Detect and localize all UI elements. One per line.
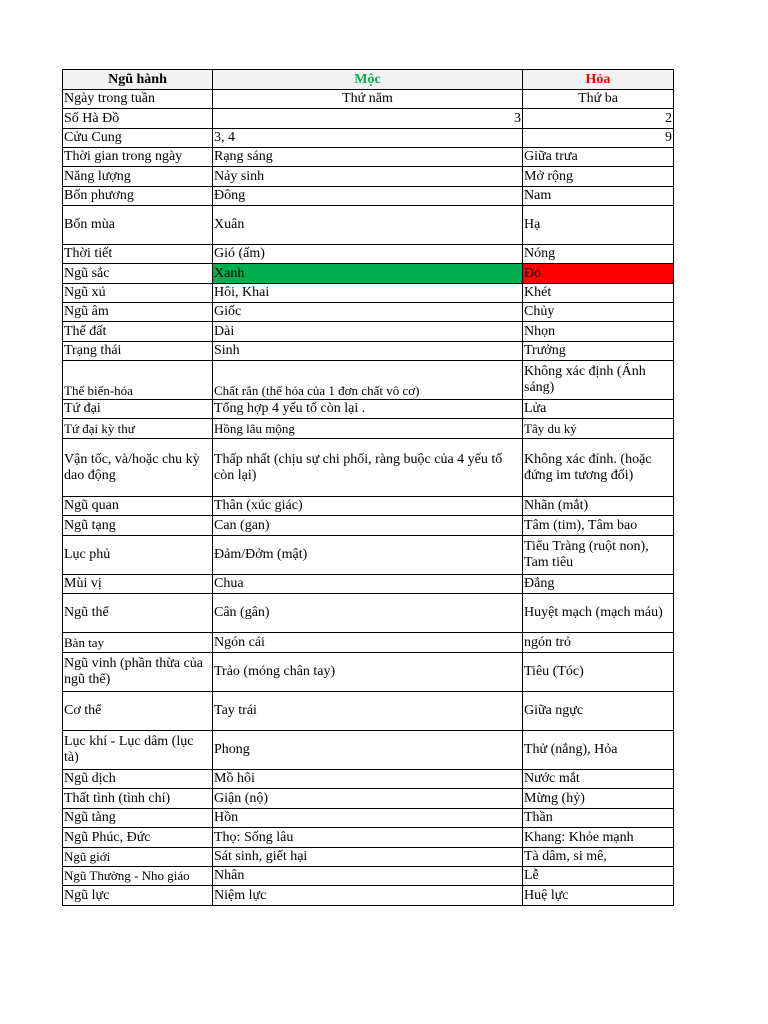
attribute-cell: Tứ đại kỳ thư [63, 419, 213, 439]
moc-cell: Thọ: Sống lâu [213, 828, 523, 848]
hoa-cell: Giữa trưa [523, 148, 674, 167]
attribute-cell: Lục khí - Lục dâm (lục tà) [63, 731, 213, 770]
moc-cell: Chất rắn (thể hóa của 1 đơn chất vô cơ) [213, 361, 523, 400]
moc-cell: 3, 4 [213, 129, 523, 148]
hoa-cell: Nhãn (mắt) [523, 497, 674, 516]
hoa-cell: Nhọn [523, 322, 674, 342]
moc-cell: Xuân [213, 206, 523, 245]
attribute-cell: Ngũ Thường - Nho giáo [63, 867, 213, 886]
header-moc: Mộc [213, 70, 523, 90]
attribute-cell: Thất tình (tình chí) [63, 789, 213, 809]
attribute-cell: Ngũ xú [63, 284, 213, 303]
moc-cell: Hồn [213, 809, 523, 828]
table-row [63, 789, 674, 809]
header-hoa: Hỏa [523, 70, 674, 90]
moc-cell: Rạng sáng [213, 148, 523, 167]
hoa-cell: Khét [523, 284, 674, 303]
table-row [63, 653, 674, 692]
moc-cell: Trảo (móng chân tay) [213, 653, 523, 692]
table-row [63, 497, 674, 516]
moc-cell: Xanh [213, 264, 523, 284]
moc-cell: Giận (nộ) [213, 789, 523, 809]
hoa-cell: Chủy [523, 303, 674, 322]
attribute-cell: Ngũ thể [63, 594, 213, 633]
table-row [63, 809, 674, 828]
moc-cell: Nhân [213, 867, 523, 886]
table-row [63, 284, 674, 303]
moc-cell: Tay trái [213, 692, 523, 731]
table-row [63, 633, 674, 653]
hoa-cell: Tiêu (Tóc) [523, 653, 674, 692]
hoa-cell: Mở rộng [523, 167, 674, 187]
attribute-cell: Thời tiết [63, 245, 213, 264]
attribute-cell: Vận tốc, và/hoặc chu kỳ dao động [63, 439, 213, 497]
moc-cell: Giốc [213, 303, 523, 322]
table-row [63, 828, 674, 848]
table-row [63, 206, 674, 245]
table-row [63, 731, 674, 770]
table-row [63, 594, 674, 633]
attribute-cell: Ngũ lực [63, 886, 213, 906]
table-row [63, 264, 674, 284]
attribute-cell: Cửu Cung [63, 129, 213, 148]
hoa-cell: Huệ lực [523, 886, 674, 906]
hoa-cell: ngón trỏ [523, 633, 674, 653]
moc-cell: Dài [213, 322, 523, 342]
moc-cell: Đông [213, 187, 523, 206]
table-row [63, 867, 674, 886]
moc-cell: Phong [213, 731, 523, 770]
attribute-cell: Tứ đại [63, 400, 213, 419]
attribute-cell: Bốn mùa [63, 206, 213, 245]
hoa-cell: Hạ [523, 206, 674, 245]
attribute-cell: Số Hà Đồ [63, 109, 213, 129]
table-row [63, 575, 674, 594]
table-row [63, 303, 674, 322]
hoa-cell: Lửa [523, 400, 674, 419]
hoa-cell: Thần [523, 809, 674, 828]
attribute-cell: Mùi vị [63, 575, 213, 594]
hoa-cell: Tây du ký [523, 419, 674, 439]
attribute-cell: Ngũ sắc [63, 264, 213, 284]
attribute-cell: Ngũ âm [63, 303, 213, 322]
table-row [63, 129, 674, 148]
table-row [63, 516, 674, 536]
table-row [63, 342, 674, 361]
table-row [63, 322, 674, 342]
hoa-cell: Đắng [523, 575, 674, 594]
table-row [63, 245, 674, 264]
attribute-cell: Ngũ vinh (phần thừa của ngũ thể) [63, 653, 213, 692]
moc-cell: Chua [213, 575, 523, 594]
hoa-cell: Tà dâm, si mê, [523, 848, 674, 867]
table-row [63, 770, 674, 789]
moc-cell: Tổng hợp 4 yếu tố còn lại . [213, 400, 523, 419]
table-row [63, 187, 674, 206]
moc-cell: Nảy sinh [213, 167, 523, 187]
table-row [63, 109, 674, 129]
attribute-cell: Thế đất [63, 322, 213, 342]
hoa-cell: Tâm (tim), Tâm bao [523, 516, 674, 536]
hoa-cell: 2 [523, 109, 674, 129]
hoa-cell: Thứ ba [523, 90, 674, 109]
hoa-cell: 9 [523, 129, 674, 148]
attribute-cell: Ngày trong tuần [63, 90, 213, 109]
table-row [63, 536, 674, 575]
hoa-cell: Mừng (hỷ) [523, 789, 674, 809]
attribute-cell: Năng lượng [63, 167, 213, 187]
hoa-cell: Nước mắt [523, 770, 674, 789]
moc-cell: Thứ năm [213, 90, 523, 109]
hoa-cell: Đỏ [523, 264, 674, 284]
table-row [63, 167, 674, 187]
attribute-cell: Ngũ giới [63, 848, 213, 867]
moc-cell: Hôi, Khai [213, 284, 523, 303]
moc-cell: Đảm/Đởm (mật) [213, 536, 523, 575]
table-row [63, 419, 674, 439]
header-row [63, 70, 674, 90]
moc-cell: Sát sinh, giết hại [213, 848, 523, 867]
hoa-cell: Trưởng [523, 342, 674, 361]
attribute-cell: Ngũ quan [63, 497, 213, 516]
table-row [63, 692, 674, 731]
attribute-cell: Ngũ tàng [63, 809, 213, 828]
attribute-cell: Cơ thể [63, 692, 213, 731]
attribute-cell: Bốn phương [63, 187, 213, 206]
table-row [63, 886, 674, 906]
table-row [63, 400, 674, 419]
hoa-cell: Thử (nắng), Hỏa [523, 731, 674, 770]
moc-cell: Thân (xúc giác) [213, 497, 523, 516]
moc-cell: Sinh [213, 342, 523, 361]
moc-cell: Can (gan) [213, 516, 523, 536]
attribute-cell: Ngũ dịch [63, 770, 213, 789]
table-row [63, 439, 674, 497]
hoa-cell: Lễ [523, 867, 674, 886]
hoa-cell: Nóng [523, 245, 674, 264]
attribute-cell: Bàn tay [63, 633, 213, 653]
hoa-cell: Tiểu Tràng (ruột non), Tam tiêu [523, 536, 674, 575]
moc-cell: Cân (gân) [213, 594, 523, 633]
moc-cell: Mồ hôi [213, 770, 523, 789]
moc-cell: Thấp nhất (chịu sự chi phối, ràng buộc của 4 yếu tố còn lại) [213, 439, 523, 497]
hoa-cell: Nam [523, 187, 674, 206]
attribute-cell: Thể biến-hóa [63, 361, 213, 400]
hoa-cell: Không xác đính. (hoặc đứng im tương đối) [523, 439, 674, 497]
moc-cell: Gió (ấm) [213, 245, 523, 264]
attribute-cell: Ngũ tạng [63, 516, 213, 536]
moc-cell: 3 [213, 109, 523, 129]
moc-cell: Niệm lực [213, 886, 523, 906]
five-elements-table [62, 69, 674, 906]
moc-cell: Hồng lâu mộng [213, 419, 523, 439]
attribute-cell: Trạng thái [63, 342, 213, 361]
hoa-cell: Không xác định (Ánh sáng) [523, 361, 674, 400]
header-attribute: Ngũ hành [63, 70, 213, 90]
table-row [63, 848, 674, 867]
table-row [63, 148, 674, 167]
attribute-cell: Thời gian trong ngày [63, 148, 213, 167]
moc-cell: Ngón cái [213, 633, 523, 653]
attribute-cell: Lục phủ [63, 536, 213, 575]
attribute-cell: Ngũ Phúc, Đức [63, 828, 213, 848]
hoa-cell: Khang: Khỏe mạnh [523, 828, 674, 848]
table-row [63, 361, 674, 400]
hoa-cell: Huyệt mạch (mạch máu) [523, 594, 674, 633]
table-row [63, 90, 674, 109]
hoa-cell: Giữa ngực [523, 692, 674, 731]
